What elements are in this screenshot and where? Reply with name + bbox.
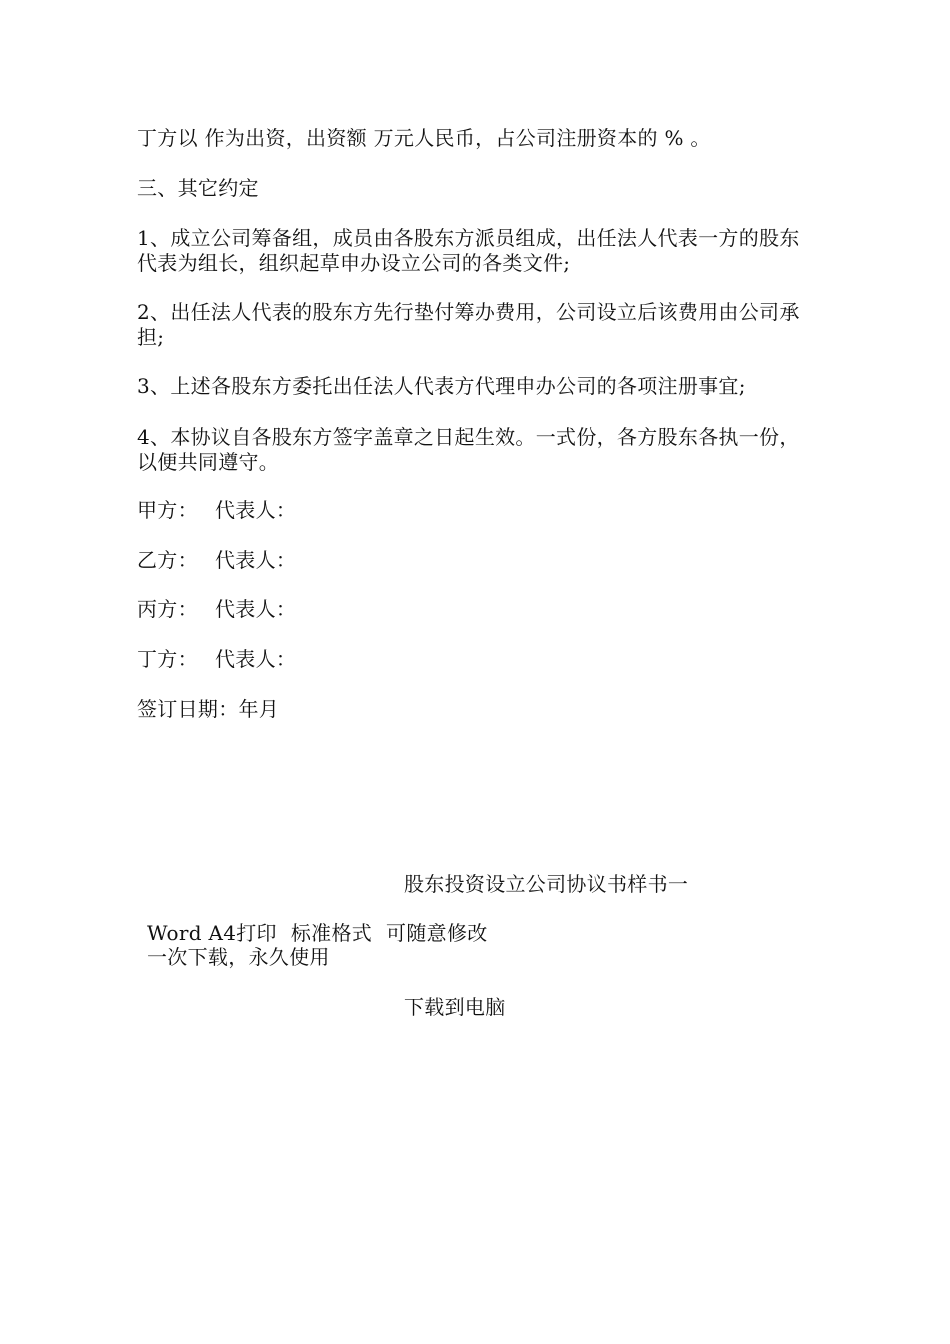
promo-print-format: Word A4打印	[147, 921, 277, 945]
signature-rep-label: 代表人：	[215, 548, 297, 572]
signature-rep-label: 代表人：	[215, 647, 297, 671]
signature-rep-label: 代表人：	[215, 597, 297, 621]
promo-text	[147, 921, 488, 969]
signature-party-label: 甲方：	[137, 498, 198, 522]
clause-3: 3、上述各股东方委托出任法人代表方代理申办公司的各项注册事宜;	[137, 374, 746, 398]
download-to-computer-link[interactable]: 下载到电脑	[404, 995, 506, 1019]
document-title: 股东投资设立公司协议书样书一	[404, 872, 689, 896]
signature-party-label: 乙方：	[137, 548, 198, 572]
promo-line-2: 一次下载，永久使用	[147, 945, 330, 969]
promo-editable: 可随意修改	[386, 921, 488, 945]
signature-line-ding	[137, 647, 817, 672]
promo-standard-format: 标准格式	[290, 921, 373, 945]
signature-line-bing	[137, 597, 817, 622]
clause-1: 1、成立公司筹备组，成员由各股东方派员组成，出任法人代表一方的股东代表为组长，组织起草申办设立公司的各类文件;	[137, 226, 800, 275]
contribution-clause-ding: 丁方以 作为出资，出资额 万元人民币，占公司注册资本的 % 。	[137, 126, 711, 150]
signature-party-label: 丙方：	[137, 597, 198, 621]
section-heading-other-terms: 三、其它约定	[137, 176, 259, 200]
signature-line-yi	[137, 548, 817, 573]
promo-line-1	[147, 921, 488, 945]
sign-date: 签订日期：年月	[137, 697, 280, 721]
signature-party-label: 丁方：	[137, 647, 198, 671]
signature-rep-label: 代表人：	[215, 498, 297, 522]
clause-2: 2、出任法人代表的股东方先行垫付筹办费用，公司设立后该费用由公司承担;	[137, 300, 800, 349]
signature-line-jia	[137, 498, 817, 523]
clause-4: 4、本协议自各股东方签字盖章之日起生效。一式份，各方股东各执一份，以便共同遵守。	[137, 425, 800, 474]
